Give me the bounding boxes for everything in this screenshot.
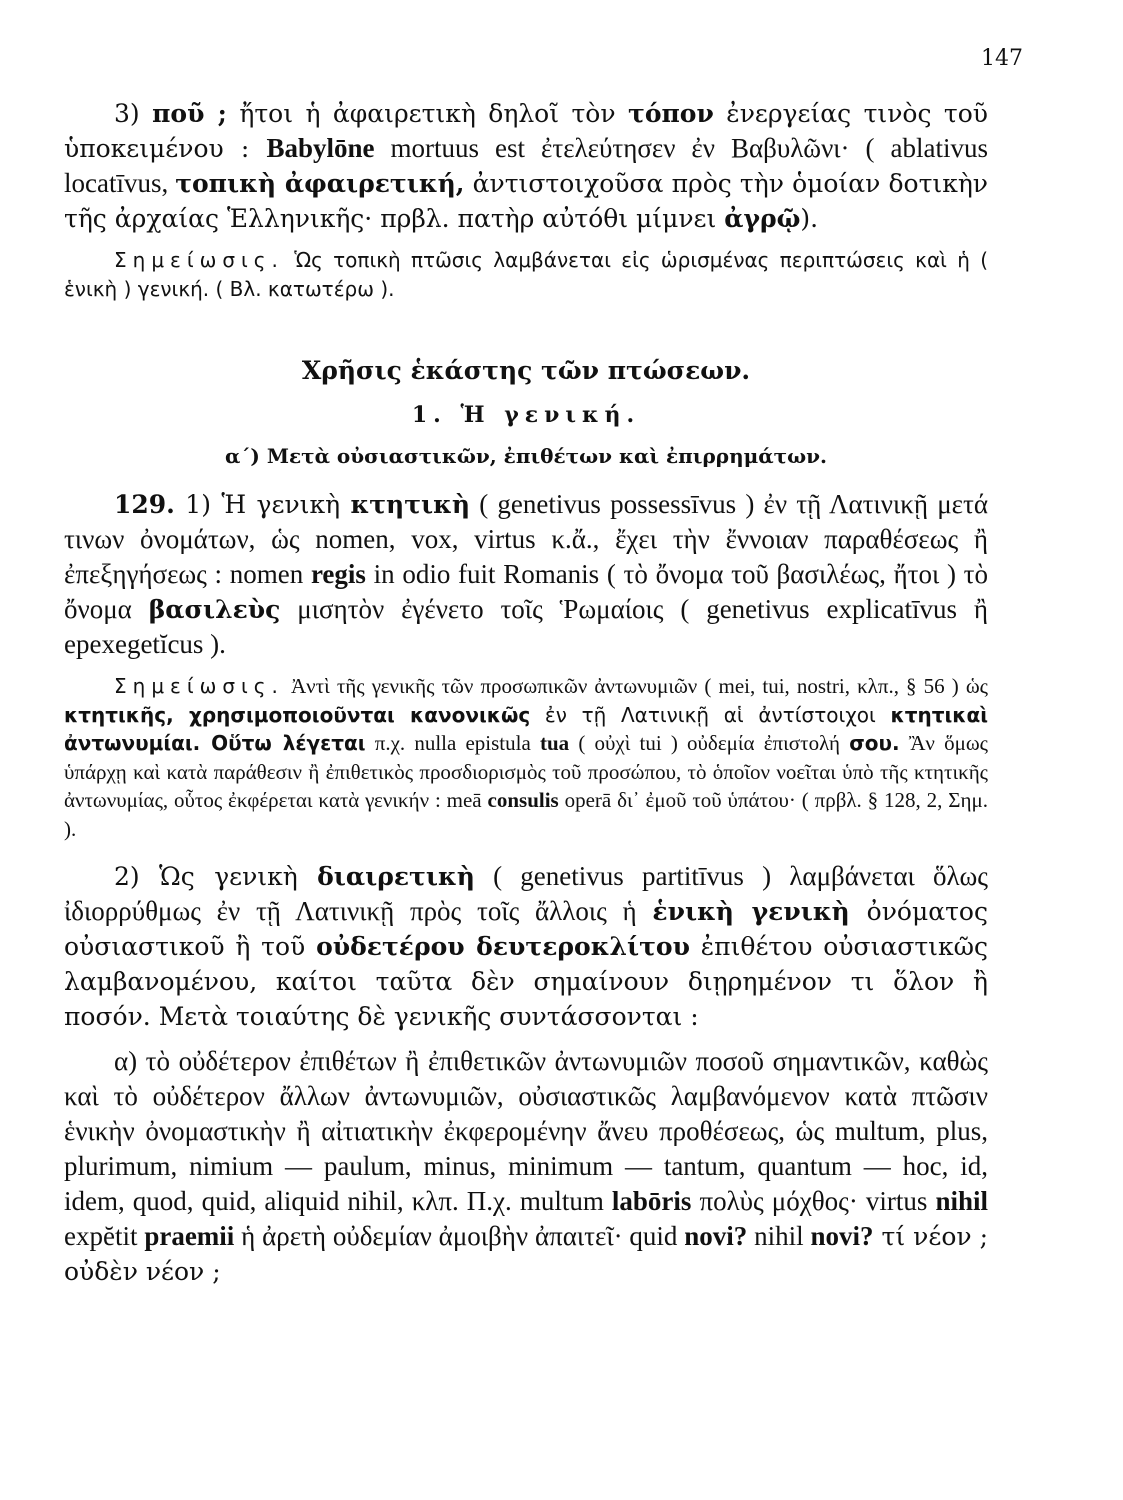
text-run: ἀντιστοιχοῦσα πρὸς τὴν ὁμοίαν δοτικὴν τῆς ἀρχαίας Ἑλληνικῆς· πρβλ. πατὴρ αὐτόθι μίμνει [64, 169, 989, 233]
bold-term: τόπον [628, 99, 714, 128]
text-run: 1) Ἡ γενικὴ [174, 490, 351, 519]
bold-term: ἑνικὴ γενικὴ [652, 897, 850, 926]
text-run: ὀνόματος οὐσιαστικοῦ ἢ τοῦ [64, 897, 988, 961]
subsection-heading: 1. Ἡ γενική. [411, 402, 641, 428]
para-number: 3) [114, 99, 153, 128]
note-possessive [64, 672, 988, 843]
text-run: in odio fuit Romanis ( τὸ ὄνομα τοῦ βασιλέως, ἤτοι ) τὸ ὄνομα [64, 559, 989, 624]
sub-subsection-heading: α΄) Μετὰ οὐσιαστικῶν, ἐπιθέτων καὶ ἐπιρρημάτων. [225, 444, 827, 468]
text-run: ( genetivus possessīvus ) ἐν τῇ Λατινικῇ μετά τινων ὀνομάτων, ὡς nomen, vox, virtus κ.ἄ., ἔχει τὴν ἔννοιαν παραθέσεως ἢ ἐπεξηγήσεως : nomen [64, 489, 988, 589]
text-run: ἡ ἀρετὴ οὐδεμίαν ἀμοιβὴν ἀπαιτεῖ· quid [234, 1221, 685, 1251]
note-locative [64, 246, 988, 303]
text-run: Ἀντὶ τῆς γενικῆς τῶν προσωπικῶν ἀντωνυμιῶν ( mei, tui, nostri, κλπ., § 56 ) ὡς [283, 674, 988, 698]
bold-latin-term: tua [539, 731, 570, 755]
section-heading: Χρῆσις ἑκάστης τῶν πτώσεων. [301, 356, 751, 385]
text-run: nihil [747, 1221, 811, 1251]
text-run: π.χ. nulla epistula [365, 731, 540, 755]
bold-latin-term: consulis [487, 788, 559, 812]
bold-latin-term: labōris [611, 1186, 692, 1216]
text-run: τί νέον ; οὐδὲν νέον ; [64, 1222, 989, 1286]
bold-latin-term: regis [310, 559, 366, 589]
bold-term: σου. [849, 731, 900, 755]
bold-term: κτητικὴ [350, 490, 471, 519]
text-run: μισητὸν ἐγένετο τοῖς Ῥωμαίοις ( genetivus explicatīvus ἢ epexegetĭcus ). [64, 594, 988, 659]
text-run: mortuus est ἐτελεύτησεν ἐν Βαβυλῶνι· ( ablativus locatīvus, [64, 133, 988, 198]
bold-latin-term: praemii [144, 1221, 235, 1251]
paragraph-alpha [64, 1044, 988, 1289]
para-number: 129. [114, 490, 175, 519]
paragraph-3-pou [64, 96, 988, 236]
paragraph-129 [64, 487, 988, 662]
text-run: ἐνεργείας τινὸς τοῦ ὑποκειμένου : [64, 99, 989, 163]
text-run: ἤτοι ἡ ἀφαιρετικὴ δηλοῖ τὸν [226, 99, 629, 128]
bold-latin-term: Babylōne [266, 133, 375, 163]
bold-latin-term: nihil [935, 1186, 988, 1216]
text-run: 2) Ὡς γενικὴ [114, 862, 318, 891]
bold-term: βασιλεὺς [148, 595, 281, 624]
text-run: ἐπιθέτου οὐσιαστικῶς λαμβανομένου, καίτοι ταῦτα δὲν σημαίνουν διῃρημένον τι ὅλον ἢ ποσόν. Μετὰ τοιαύτης δὲ γενικῆς συντάσσονται : [64, 932, 988, 1031]
bold-term: ἀγρῷ [724, 204, 801, 233]
bold-latin-term: novi? [810, 1221, 874, 1251]
text-run: expĕtit [64, 1221, 145, 1251]
bold-term: κτητικαὶ ἀντωνυμίαι. Οὕτω λέγεται [64, 702, 988, 755]
note-label: Σημείωσις. [114, 674, 284, 698]
page-number: 147 [981, 46, 1023, 71]
text-run: operā δι᾽ ἐμοῦ τοῦ ὑπάτου· ( πρβλ. § 128, 2, Σημ. ). [64, 788, 988, 841]
text-run: Ἂν ὅμως ὑπάρχῃ καὶ κατὰ παράθεσιν ἢ ἐπιθετικὸς προσδιορισμὸς τοῦ προσώπου, τὸ ὁποῖον νοεῖται ὑπὸ τῆς κτητικῆς ἀντωνυμίας, οὗτος ἐκφέρεται κατὰ γενικήν : meā [64, 731, 988, 812]
bold-term: κτητικῆς, χρησιμοποιοῦνται κανονικῶς [64, 702, 531, 727]
note-label: Σημείωσις. [114, 248, 284, 272]
text-run: πολὺς μόχθος· virtus [691, 1186, 936, 1216]
text-run: Ὡς τοπικὴ πτῶσις λαμβάνεται εἰς ὡρισμένας περιπτώσεις καὶ ἡ ( ἑνικὴ ) γενική. ( Βλ. κατωτέρω ). [64, 248, 988, 301]
text-run: ( οὐχὶ tui ) οὐδεμία ἐπιστολή [569, 731, 850, 755]
text-run: α) τὸ οὐδέτερον ἐπιθέτων ἢ ἐπιθετικῶν ἀντωνυμιῶν ποσοῦ σημαντικῶν, καθὼς καὶ τὸ οὐδέτερον ἄλλων ἀντωνυμιῶν, οὐσιαστικῶς λαμβανόμενον κατὰ πτῶσιν ἑνικὴν ὀνομαστικὴν ἢ αἰτιατικὴν ἐκφερομένην ἄνευ προθέσεως, ὡς multum, plus, plurimum, nimium — paulum, minus, minimum — tantum, quantum — hoc, id, idem, quod, quid, aliquid nihil, κλπ. Π.χ. multum [64, 1046, 988, 1216]
paragraph-partitive [64, 859, 988, 1034]
bold-term: ποῦ ; [152, 99, 227, 128]
bold-term: διαιρετικὴ [317, 862, 475, 891]
text-run: ). [800, 204, 819, 233]
bold-latin-term: novi? [684, 1221, 748, 1251]
page-body [64, 96, 988, 1289]
bold-term: οὐδετέρου δευτεροκλίτου [316, 932, 690, 961]
bold-term: τοπικὴ ἀφαιρετική, [175, 169, 465, 198]
text-run: ( genetivus partitīvus ) λαμβάνεται ὅλως ἰδιορρύθμως ἐν τῇ Λατινικῇ πρὸς τοῖς ἄλλοις ἡ [64, 861, 988, 926]
text-run: ἐν τῇ Λατινικῇ αἱ ἀντίστοιχοι [530, 702, 891, 727]
